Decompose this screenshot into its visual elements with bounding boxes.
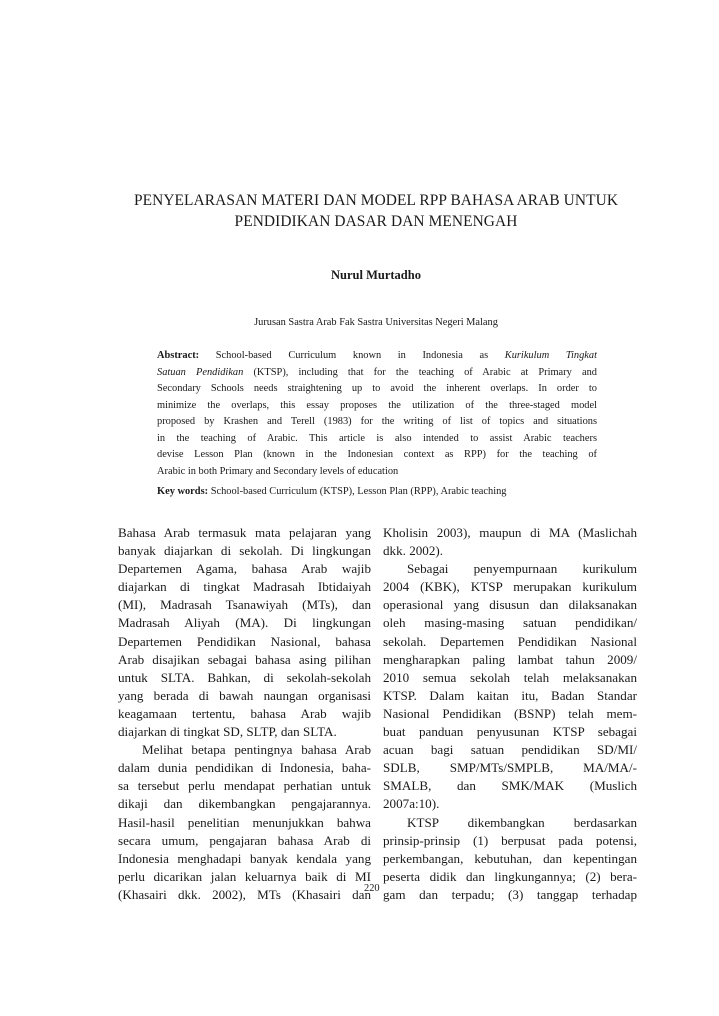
body-column-left <box>118 524 371 904</box>
body-line: KTSP. Dalam kaitan itu, Badan Standar <box>383 687 637 703</box>
body-line: Bahasa Arab termasuk mata pelajaran yang <box>118 525 371 540</box>
body-line: secara umum, pengajaran bahasa Arab di <box>118 832 371 848</box>
body-line: SMALB, dan SMK/MAK (Muslich <box>383 778 637 794</box>
body-line: 2004 (KBK), KTSP merupakan kurikulum <box>383 579 637 595</box>
abstract-label: Abstract: <box>157 350 200 361</box>
page-number: 220 <box>364 883 380 894</box>
body-line: dalam dunia pendidikan di Indonesia, baha- <box>118 760 371 776</box>
body-line: Madrasah Aliyah (MA). Di lingkungan <box>118 615 371 631</box>
abstract-line: minimize the overlaps, this essay proposes the utilization of the three-staged model <box>157 399 597 411</box>
body-line: oleh masing-masing satuan pendidikan/ <box>383 615 637 631</box>
body-line: diajarkan di tingkat Madrasah Ibtidaiyah <box>118 579 371 595</box>
body-line: dikaji dan dikembangkan pengajarannya. <box>118 796 371 812</box>
body-line: diajarkan di tingkat SD, SLTP, dan SLTA. <box>118 724 337 740</box>
keywords-text: School-based Curriculum (KTSP), Lesson Plan (RPP), Arabic teaching <box>210 486 507 497</box>
body-line: Nasional Pendidikan (BSNP) telah mem- <box>383 705 637 721</box>
body-line: gam dan terpadu; (3) tanggap terhadap <box>383 886 637 902</box>
body-line: Departemen Pendidikan Nasional, bahasa <box>118 633 371 649</box>
body-line: perlu dicarikan jalan keluarnya baik di MI <box>118 868 371 884</box>
author-affiliation: Jurusan Sastra Arab Fak Sastra Universitas Negeri Malang <box>254 317 498 328</box>
abstract-line: devise Lesson Plan (known in the Indonesian context as RPP) for the teaching of <box>157 449 597 460</box>
body-column-right <box>383 524 637 904</box>
abstract-line: in the teaching of Arabic. This article is also intended to assist Arabic teachers <box>157 432 597 444</box>
body-line: (Khasairi dkk. 2002), MTs (Khasairi dan <box>118 886 371 902</box>
title-line-1: PENYELARASAN MATERI DAN MODEL RPP BAHASA ARAB UNTUK <box>133 192 619 209</box>
body-line: Sebagai penyempurnaan kurikulum <box>407 561 637 577</box>
abstract-line: Abstract: School-based Curriculum known in Indonesia as Kurikulum Tingkat <box>157 350 597 361</box>
body-line: sekolah. Departemen Pendidikan Nasional <box>383 633 637 649</box>
body-line: Melihat betapa pentingnya bahasa Arab <box>142 742 371 758</box>
abstract-line: Arabic in both Primary and Secondary levels of education <box>157 465 399 477</box>
body-line: KTSP dikembangkan berdasarkan <box>407 814 637 830</box>
body-line: banyak diajarkan di sekolah. Di lingkungan <box>118 543 371 559</box>
body-line: mengharapkan paling lambat tahun 2009/ <box>383 651 637 667</box>
keywords-label: Key words: <box>157 486 209 497</box>
body-line: perkembangan, kebutuhan, dan kepentingan <box>383 850 637 866</box>
body-line: operasional yang disusun dan dilaksanakan <box>383 597 637 613</box>
body-line: Departemen Agama, bahasa Arab wajib <box>118 561 371 577</box>
abstract-line: proposed by Krashen and Terell (1983) for the writing of list of topics and situations <box>157 416 597 427</box>
body-line: (MI), Madrasah Tsanawiyah (MTs), dan <box>118 597 371 613</box>
body-line: 2007a:10). <box>383 796 440 812</box>
body-line: peserta didik dan lingkungannya; (2) bera- <box>383 868 637 884</box>
paper-title <box>100 190 652 232</box>
author-name: Nurul Murtadho <box>331 268 421 282</box>
body-line: Arab disajikan sebagai bahasa asing pilihan <box>118 651 371 667</box>
body-line: SDLB, SMP/MTs/SMPLB, MA/MA/- <box>383 760 637 776</box>
body-line: untuk SLTA. Bahkan, di sekolah-sekolah <box>118 669 371 685</box>
body-line: Hasil-hasil penelitian menunjukkan bahwa <box>118 814 371 830</box>
body-line: acuan bagi satuan pendidikan SD/MI/ <box>383 742 637 758</box>
keywords <box>157 486 607 497</box>
body-line: buat panduan penyusunan KTSP sebagai <box>383 724 637 740</box>
abstract <box>157 348 597 480</box>
body-line: Kholisin 2003), maupun di MA (Maslichah <box>383 525 637 540</box>
body-line: Indonesia menghadapi banyak kendala yang <box>118 850 371 866</box>
abstract-line: Satuan Pendidikan (KTSP), including that for the teaching of Arabic at Primary and <box>157 366 597 378</box>
body-line: keagamaan tertentu, bahasa Arab wajib <box>118 705 371 721</box>
body-line: yang berada di bawah naungan organisasi <box>118 687 371 703</box>
abstract-line: Secondary Schools needs straightening up to avoid the inherent overlaps. In order to <box>157 383 597 394</box>
body-line: dkk. 2002). <box>383 543 444 559</box>
title-line-2: PENDIDIKAN DASAR DAN MENENGAH <box>234 213 518 230</box>
body-line: sa tersebut perlu mendapat perhatian untuk <box>118 778 371 794</box>
body-line: prinsip-prinsip (1) berpusat pada potensi, <box>383 832 637 848</box>
body-line: 2010 semua sekolah telah melaksanakan <box>383 669 637 685</box>
